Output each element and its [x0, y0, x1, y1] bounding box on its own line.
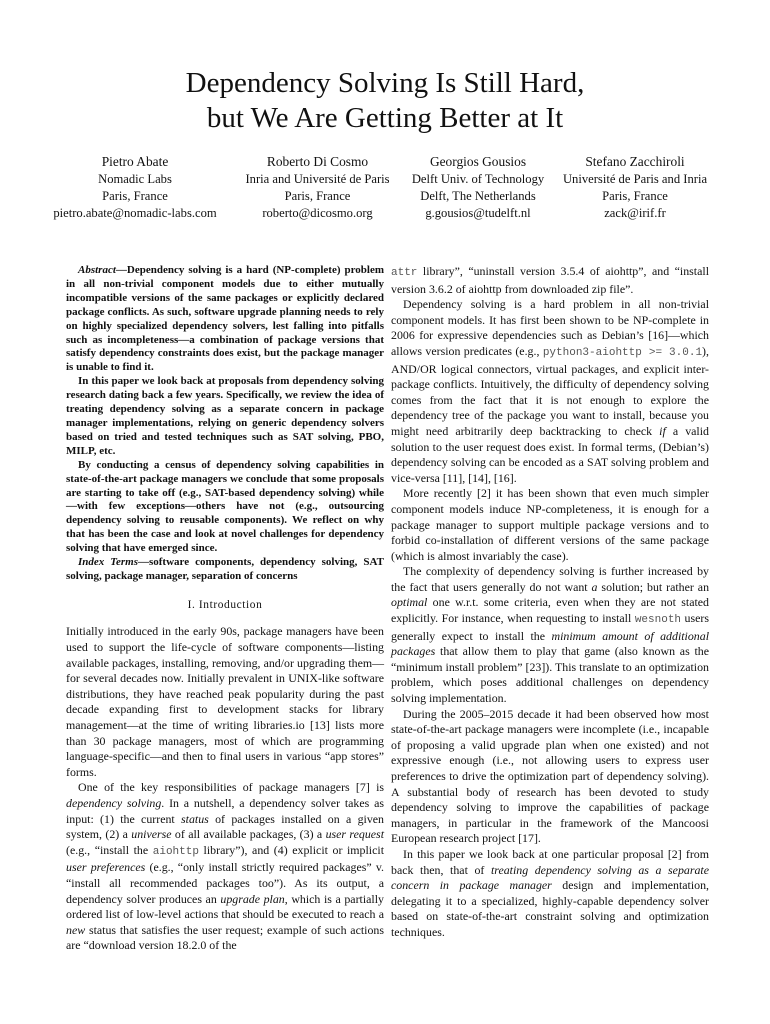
abstract-paragraph: By conducting a census of dependency solving capabilities in state-of-the-art package managers we conclude that some proposals are starting to take off (e.g., SAT-based dependency solving) while—with few exceptions—others have not (e.g., outsourcing dependency solving to reusable components). We reflect on why that has been the case and look at novel challenges for dependency solving that have emerged since.: [66, 458, 384, 555]
emphasis: user preferences: [66, 860, 146, 875]
emphasis: a: [591, 579, 598, 594]
author-location: Paris, France: [602, 189, 668, 203]
text-run: In this paper we look back at one particular proposal [2] from back then, that of: [391, 846, 709, 877]
author: [50, 153, 220, 222]
emphasis: dependency solving: [66, 795, 162, 810]
text-run: (e.g., “only install strictly required packages” v. “install all recommended packages too”). As its output, a dependency solver produces an: [66, 860, 384, 906]
text-run: one w.r.t. some criteria, even when they are not stated explicitly. For instance, when requesting to install: [391, 595, 709, 626]
text-run: status that satisfies the user request; example of such actions are “download version 18.2.0 of the: [66, 922, 384, 953]
body-paragraph: [391, 564, 709, 706]
emphasis: minimum amount of additional packages: [391, 628, 710, 659]
title-line: but We Are Getting Better at It: [206, 102, 564, 134]
emphasis: optimal: [391, 595, 428, 610]
author-name: Roberto Di Cosmo: [266, 154, 369, 169]
body-paragraph: [391, 297, 709, 486]
body-paragraph: More recently [2] it has been shown that even much simpler component models induce NP-completeness, it is enough for a package manager to support multiple package versions and to forbid co-installation of different versions of the same package (which is almost invariably the case).: [391, 486, 709, 563]
emphasis: upgrade plan: [220, 891, 285, 906]
code-token: wesnoth: [634, 614, 682, 627]
index-terms: [66, 556, 384, 584]
abstract: [66, 264, 384, 584]
index-terms-text: —software components, dependency solving, SAT solving, package manager, separation of concerns: [66, 556, 384, 582]
author-location: Paris, France: [284, 189, 351, 203]
emphasis: treating dependency solving as a separate concern in package manager: [391, 862, 709, 893]
author-affiliation: Nomadic Labs: [98, 172, 172, 186]
index-terms-label: Index Terms: [78, 556, 138, 569]
text-run: library”), and (4) explicit or implicit: [198, 842, 384, 857]
author-name: Georgios Gousios: [429, 154, 527, 169]
author: [398, 153, 558, 222]
author-email: zack@irif.fr: [604, 206, 666, 220]
abstract-paragraph: In this paper we look back at proposals from dependency solving research dating back a few years. Specifically, we review the idea of treating dependency solving as a separate concern in package manager implementations, relying on generic dependency solvers based on tried and tested techniques such as SAT solving, PBO, MILP, etc.: [66, 375, 384, 457]
text-run: a valid solution to the user request does exist. In formal terms, (Debian’s) dependency solving can be encoded as a SAT solving problem and vice-versa [11], [14], [16].: [391, 423, 709, 485]
abstract-text: —Dependency solving is a hard (NP-complete) problem in all non-trivial component models due to either mutually incompatible versions of the same packages or explicitly declared package conflicts. As such, software upgrade planning needs to rely on highly specialized dependency solvers, lest falling into pitfalls such as incompleteness—a combination of package versions that satisfy dependency constraints does exist, but the package manager is unable to find it.: [66, 264, 384, 374]
emphasis: user request: [325, 827, 384, 842]
emphasis: new: [66, 922, 86, 937]
text-run: . In a nutshell, a dependency solver takes as input: (1) the current: [66, 795, 384, 826]
title-line: Dependency Solving Is Still Hard,: [185, 67, 585, 99]
code-token: python3-aiohttp >= 3.0.1: [542, 346, 703, 359]
emphasis: status: [181, 811, 209, 826]
body-paragraph: [391, 264, 709, 297]
text-run: ), AND/OR logical connectors, virtual packages, and explicit inter-package conflicts. Intuitively, the difficulty of dependency solving comes from the fact that it is not enough to explore the dependency tree of the package you want to install, because you might need arbitrarily deep backtracking to check: [391, 343, 709, 438]
abstract-label: Abstract: [78, 264, 116, 276]
author-affiliation: Delft Univ. of Technology: [411, 172, 545, 186]
emphasis: universe: [131, 827, 172, 842]
code-token: aiohttp: [152, 845, 199, 858]
author-email: pietro.abate@nomadic-labs.com: [53, 206, 217, 220]
text-run: that allow them to play that game (also known as the “minimum install problem” [23]). This translate to an optimization problem, which poses additional challenges on dependency solving implementation.: [391, 644, 709, 706]
author-email: roberto@dicosmo.org: [262, 206, 373, 220]
text-run: , which is a partially ordered list of low-level actions that should be executed to reach a: [66, 891, 384, 922]
body-paragraph: [391, 847, 709, 941]
paper-title: [0, 66, 770, 136]
text-run: One of the key responsibilities of package managers [7] is: [78, 780, 384, 795]
body-paragraph: Initially introduced in the early 90s, package managers have been used to support the life-cycle of software components—listing available packages, installing, removing, and/or upgrading them—for several decades now. Initially prevalent in UNIX-like software distributions, they have reached peak popularity during the past decade expanding first to development stacks for library management—at the time of writing libraries.io [13] lists more than 30 package managers, most of which are programming language-specific—and then to final users in various “app stores” forms.: [66, 624, 384, 779]
text-run: The complexity of dependency solving is further increased by the fact that users generally do not want: [391, 564, 709, 594]
author: [230, 153, 405, 222]
text-run: users generally expect to install the: [391, 611, 709, 643]
text-run: solution; but rather an: [597, 579, 710, 594]
author-affiliation: Inria and Université de Paris: [245, 172, 390, 186]
text-run: (e.g., “install the: [66, 842, 153, 857]
body-paragraph: During the 2005–2015 decade it had been observed how most state-of-the-art package managers were incomplete (i.e., incapable of proposing a valid upgrade plan when one existed) and not expressive enough (i.e., not allowing users to express user preferences to drive the optimization part of dependency solving). A substantial body of research has been devoted to study dependency solving to improve the capabilities of package managers, in particular in the framework of the Mancoosi European research project [17].: [391, 706, 709, 846]
abstract-paragraph: [66, 264, 384, 375]
section-heading: I. Introduction: [187, 598, 263, 611]
text-run: of all available packages, (3) a: [171, 827, 326, 842]
author-location: Paris, France: [102, 189, 168, 203]
text-run: design and implementation, delegating it to a specialized, highly-capable dependency solver based on state-of-the-art constraint solving and optimization techniques.: [391, 878, 709, 939]
text-run: library”, “uninstall version 3.5.4 of aiohttp”, and “install version 3.6.2 of aiohttp from downloaded zip file”.: [391, 264, 709, 296]
emphasis: if: [659, 423, 666, 438]
right-column: [391, 264, 709, 941]
left-column: [66, 264, 384, 954]
author: [550, 153, 720, 222]
text-run: Dependency solving is a hard problem in all non-trivial component models. It has first been shown to be NP-complete in 2006 for expressive dependencies such as Debian’s [16]—which allows version predicates (e.g.,: [391, 297, 709, 358]
text-run: of packages installed on a given system, (2) a: [66, 811, 384, 842]
author-location: Delft, The Netherlands: [420, 189, 536, 203]
author-name: Pietro Abate: [101, 154, 169, 169]
author-email: g.gousios@tudelft.nl: [425, 206, 531, 220]
author-affiliation: Université de Paris and Inria: [562, 172, 708, 186]
body-paragraph: [66, 780, 384, 954]
code-token: attr: [391, 267, 418, 279]
author-name: Stefano Zacchiroli: [585, 154, 685, 169]
